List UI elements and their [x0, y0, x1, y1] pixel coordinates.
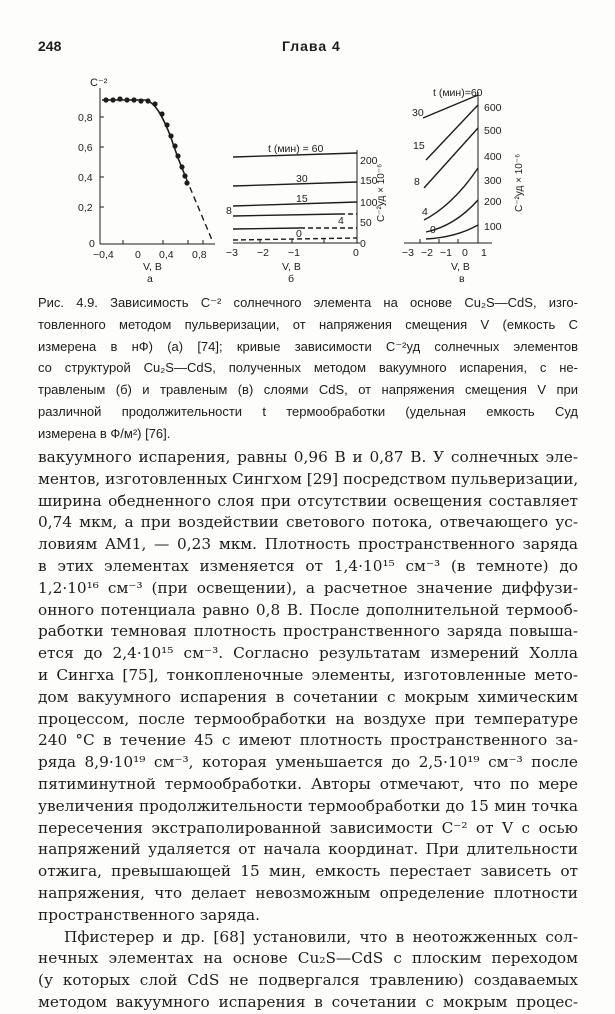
text-line: процессом, после термообработки на воздухе при температуре: [38, 709, 578, 728]
panel-c-right-tick: 600: [484, 102, 502, 114]
panel-b-right-tick: 50: [360, 217, 372, 229]
text-line: 1,2·10¹⁶ см⁻³ (при освещении), а расчетное значение диффузи-: [38, 578, 578, 597]
panel-b-right-tick: 0: [360, 238, 366, 250]
text-line: 0,74 мкм, а при воздействии светового потока, отвечающего ус-: [38, 513, 578, 532]
panel-c-curve-label: 30: [412, 107, 424, 119]
caption-line: со структурой Cu₂S—CdS, полученных методом вакуумного испарения, с не-: [38, 360, 578, 376]
panel-a-y-tick: 0,2: [78, 202, 93, 214]
panel-b-curve-label: t (мин) = 60: [268, 143, 324, 155]
panel-c-right-tick: 500: [484, 125, 502, 137]
panel-b-letter: б: [288, 273, 295, 285]
panel-c-curve-label: 8: [414, 176, 420, 188]
panel-b-curve-label: 4: [338, 215, 344, 227]
body-text: [38, 447, 578, 1014]
text-line: пятиминутной термообработки. Авторы отмечают, что по мере: [38, 774, 578, 793]
panel-b-curve-label: 30: [296, 173, 308, 185]
panel-b-y-label: C⁻²уд × 10⁻⁶: [376, 163, 387, 222]
panel-c-x-tick: −1: [440, 247, 452, 259]
panel-c-x-tick: −2: [421, 247, 433, 259]
text-line: в этих элементах изменяется от 1,4·10¹⁵ см⁻³ (в темноте) до: [38, 556, 578, 575]
text-line: увеличения продолжительности термообработки до 15 мин точка: [38, 796, 578, 815]
panel-b-right-tick: 100: [360, 197, 378, 209]
panel-c-x-tick: 1: [481, 247, 487, 259]
caption-line: измерена в Ф/м²) [76].: [38, 425, 171, 441]
text-line: Пфистерер и др. [68] установили, что в неотожженных сол-: [64, 927, 578, 946]
text-line: 240 °С в течение 45 с имеют плотность пространственного за-: [38, 731, 578, 750]
panel-b-curve-label: 15: [296, 193, 308, 205]
text-line: ловиям AM1, — 0,23 мкм. Плотность пространственного заряда: [38, 535, 578, 554]
panel-a-x-label: V, B: [143, 261, 162, 273]
text-line: (у которых слой CdS не подвергался травлению) создаваемых: [38, 971, 578, 990]
panel-a-y-tick: 0: [89, 238, 95, 250]
text-line: вакуумного испарения, равны 0,96 В и 0,87 В. У солнечных эле-: [38, 448, 578, 466]
panel-c-curve-label: t (мин)=60: [433, 87, 483, 99]
panel-a-x-tick: −0,4: [93, 249, 114, 261]
panel-a-x-tick: 0,4: [159, 249, 174, 261]
text-line: отжига, превышающей 15 мин, емкость перестает зависеть от: [38, 862, 578, 881]
panel-a-y-label: C⁻²: [90, 77, 108, 89]
text-line: ряда 8,9·10¹⁹ см⁻³, которая уменьшается до 2,5·10¹⁹ см⁻³ после: [38, 753, 578, 772]
text-line: пересечения экстраполированной зависимости C⁻² от V с осью: [38, 818, 578, 837]
panel-c-x-tick: 0: [462, 247, 468, 259]
text-line: пространственного заряда.: [38, 905, 261, 924]
panel-a-data-points: [103, 96, 189, 185]
panel-c-right-tick: 100: [484, 221, 502, 233]
panel-b-x-tick: −1: [288, 247, 300, 259]
text-line: ется до 2,4·10¹⁵ см⁻³. Согласно результатам измерений Холла: [38, 644, 578, 663]
panel-b-curve-label: 8: [226, 205, 232, 217]
panel-b-x-tick: 0: [353, 247, 359, 259]
panel-a-x-tick: 0: [135, 249, 141, 261]
text-line: и Сингха [75], тонкопленочные элементы, изготовленные мето-: [38, 665, 578, 684]
text-line: нечных элементах на основе Cu₂S—CdS с плоским переходом: [38, 949, 578, 968]
panel-c-curve-label: 0: [430, 224, 436, 236]
panel-c-x-label: V, B: [451, 261, 470, 273]
caption-line: травленым (б) и травленым (в) слоями CdS, от напряжения смещения V при: [38, 382, 578, 398]
panel-a-x-tick: 0,8: [192, 249, 207, 261]
panel-b-x-tick: −2: [257, 247, 269, 259]
figure-caption: [38, 293, 578, 446]
text-line: напряжений удаляется от начала координат. При длительности: [38, 840, 578, 859]
panel-b-x-tick: −3: [226, 247, 238, 259]
panel-c-letter: в: [459, 273, 465, 285]
text-line: ментов, изготовленных Сингхом [29] посредством пульверизации,: [38, 469, 578, 488]
panel-a-letter: а: [147, 273, 153, 285]
panel-b-right-tick: 200: [360, 155, 378, 167]
panel-b-curve-label: 0: [296, 228, 302, 240]
figure-4-9: [0, 0, 615, 290]
panel-b-x-label: V, B: [282, 261, 301, 273]
text-line: работки темновая плотность пространственного заряда повыша-: [38, 622, 578, 641]
panel-c-right-tick: 300: [484, 175, 502, 187]
panel-a-y-tick: 0,8: [78, 112, 93, 124]
caption-line: измерена в нФ) (а) [74]; кривые зависимости C⁻²уд солнечных элементов: [38, 338, 578, 354]
panel-a: [100, 88, 215, 244]
panel-c-curve-label: 15: [413, 140, 425, 152]
caption-line: различной продолжительности t термообработки (удельная емкость Cуд: [38, 403, 578, 419]
caption-line: товленного методом пульверизации, от напряжения смещения V (емкость C: [38, 316, 578, 332]
panel-c-right-tick: 200: [484, 196, 502, 208]
caption-line: Рис. 4.9. Зависимость C⁻² солнечного элемента на основе Cu₂S—CdS, изго-: [38, 295, 578, 310]
panel-c-right-tick: 400: [484, 151, 502, 163]
running-head: Глава 4: [282, 38, 341, 54]
text-line: ширина обедненного слоя при отсутствии освещения составляет: [38, 491, 578, 510]
panel-c-x-tick: −3: [402, 247, 414, 259]
text-line: дом вакуумного испарения в сочетании с мокрым химическим: [38, 687, 578, 706]
panel-b-right-tick: 150: [360, 175, 378, 187]
text-line: методом вакуумного испарения в сочетании с мокрым процес-: [38, 992, 578, 1011]
panel-a-y-tick: 0,4: [78, 172, 93, 184]
page-number: 248: [38, 38, 62, 54]
panel-a-y-tick: 0,6: [78, 142, 93, 154]
panel-c-curve-label: 4: [422, 206, 428, 218]
panel-c-y-label: C⁻²уд × 10⁻⁶: [514, 153, 525, 212]
text-line: онного потенциала равно 0,8 В. После дополнительной термооб-: [38, 600, 578, 619]
text-line: напряжения, что делает невозможным определение плотности: [38, 883, 578, 902]
